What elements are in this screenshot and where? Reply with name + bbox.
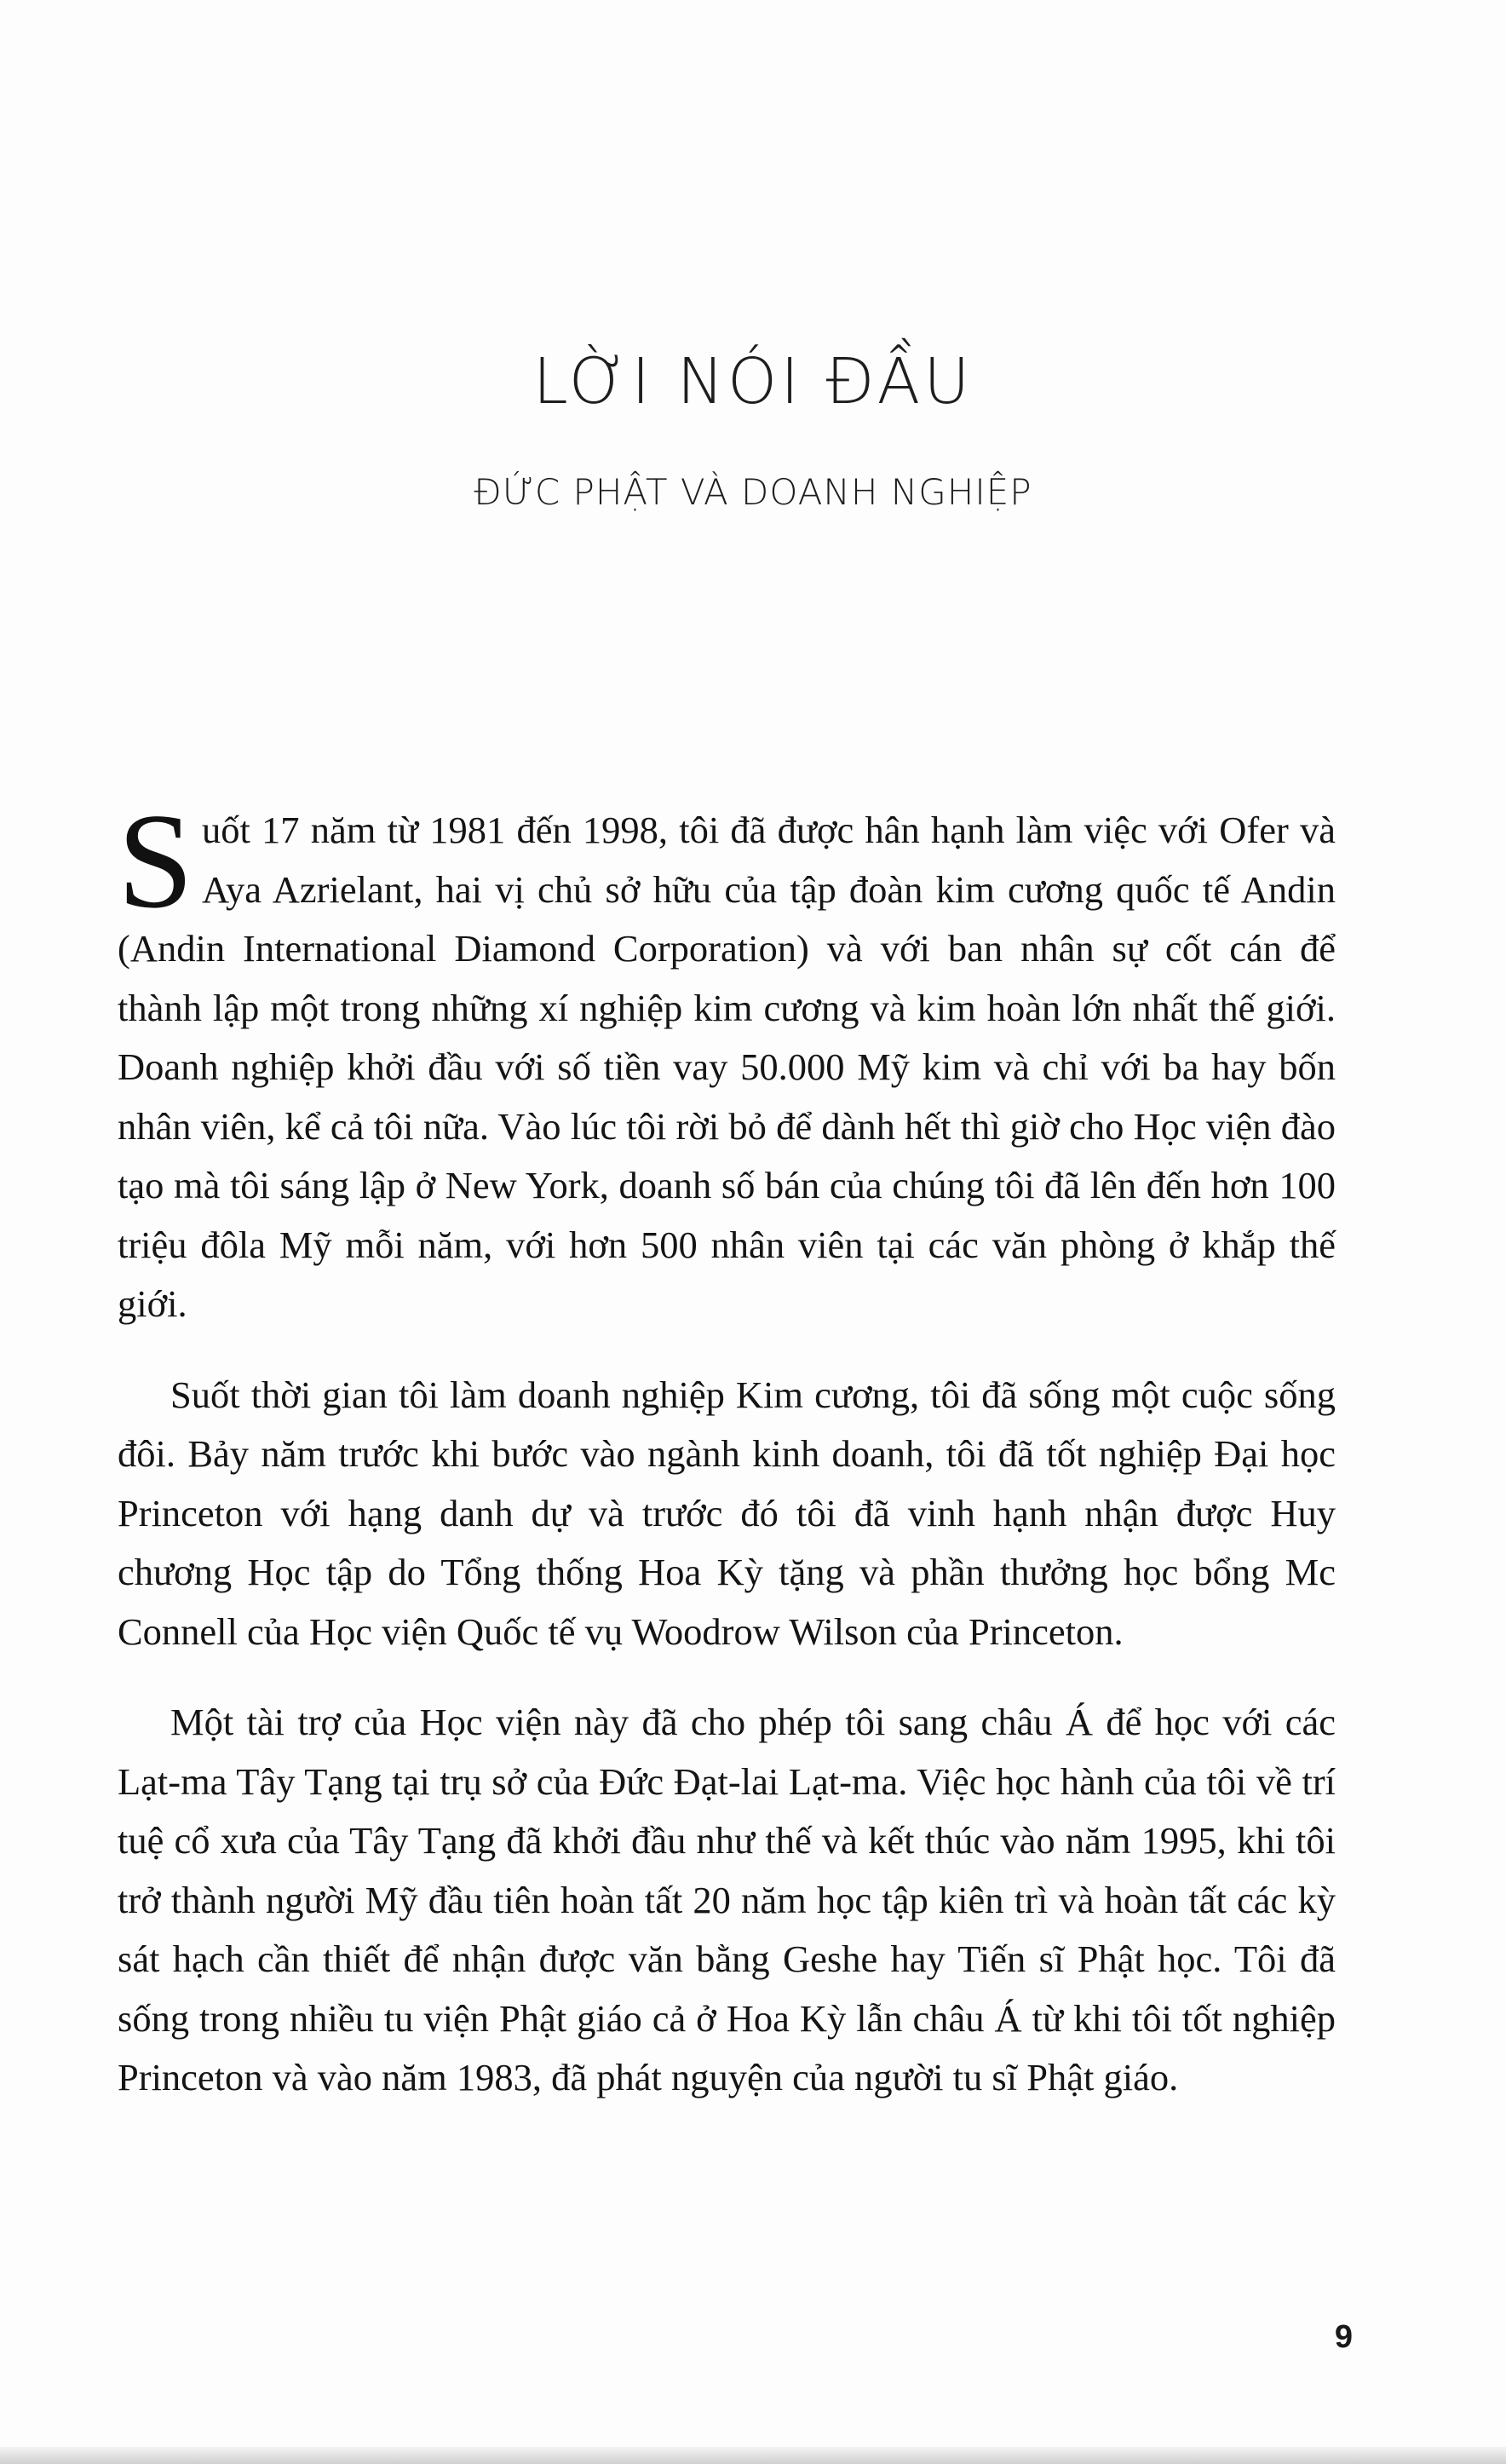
page-number: 9 — [1334, 2319, 1353, 2355]
chapter-subtitle: ĐỨC PHẬT VÀ DOANH NGHIỆP — [474, 471, 1032, 513]
paragraph-3: Một tài trợ của Học viện này đã cho phép tôi sang châu Á để học với các Lạt-ma Tây Tạng tại trụ sở của Đức Đạt-lai Lạt-ma. Việc học hành của tôi về trí tuệ cổ xưa của Tây Tạng đã khởi đầu như thế và kết thúc vào năm 1995, khi tôi trở thành người Mỹ đầu tiên hoàn tất 20 năm học tập kiên trì và hoàn tất các kỳ sát hạch cần thiết để nhận được văn bằng Geshe hay Tiến sĩ Phật học. Tôi đã sống trong nhiều tu viện Phật giáo cả ở Hoa Kỳ lẫn châu Á từ khi tôi tốt nghiệp Princeton và vào năm 1983, đã phát nguyện của người tu sĩ Phật giáo. — [118, 1701, 1336, 2098]
chapter-title: LỜI NÓI ĐẦU — [532, 345, 974, 418]
paragraph-1-text: uốt 17 năm từ 1981 đến 1998, tôi đã được hân hạnh làm việc với Ofer và Aya Azrielant, hai vị chủ sở hữu của tập đoàn kim cương quốc tế Andin (Andin International Diamond Corporation) và với ban nhân sự cốt cán để thành lập một trong những xí nghiệp kim cương và kim hoàn lớn nhất thế giới. Doanh nghiệp khởi đầu với số tiền vay 50.000 Mỹ kim và chỉ với ba hay bốn nhân viên, kể cả tôi nữa. Vào lúc tôi rời bỏ để dành hết thì giờ cho Học viện đào tạo mà tôi sáng lập ở New York, doanh số bán của chúng tôi đã lên đến hơn 100 triệu đôla Mỹ mỗi năm, với hơn 500 nhân viên tại các văn phòng ở khắp thế giới. — [118, 809, 1336, 1325]
drop-cap: S — [118, 785, 193, 936]
paragraph-2: Suốt thời gian tôi làm doanh nghiệp Kim cương, tôi đã sống một cuộc sống đôi. Bảy năm trước khi bước vào ngành kinh doanh, tôi đã tốt nghiệp Đại học Princeton với hạng danh dự và trước đó tôi đã vinh hạnh nhận được Huy chương Học tập do Tổng thống Hoa Kỳ tặng và phần thưởng học bổng Mc Connell của Học viện Quốc tế vụ Woodrow Wilson của Princeton. — [118, 1373, 1336, 1653]
scan-edge — [0, 2447, 1506, 2464]
paragraph-1 — [118, 785, 1336, 1334]
body-text — [118, 785, 1336, 2108]
